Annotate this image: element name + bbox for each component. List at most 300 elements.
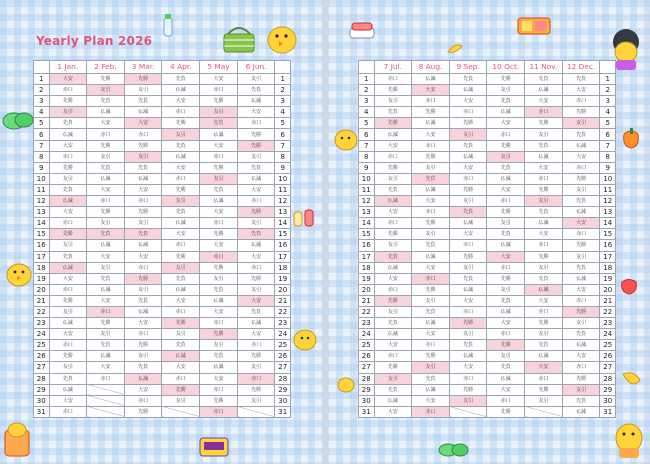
day-cell[interactable]: 先勝	[87, 318, 125, 329]
day-cell[interactable]	[449, 406, 487, 417]
day-cell[interactable]: 先勝	[237, 207, 275, 218]
day-cell[interactable]: 友引	[562, 184, 600, 195]
day-cell[interactable]: 先負	[412, 173, 450, 184]
day-cell[interactable]: 先負	[162, 207, 200, 218]
day-cell[interactable]: 先負	[124, 362, 162, 373]
day-cell[interactable]: 先負	[162, 273, 200, 284]
day-cell[interactable]: 友引	[237, 362, 275, 373]
day-cell[interactable]: 先勝	[374, 162, 412, 173]
day-cell[interactable]: 大安	[124, 384, 162, 395]
day-cell[interactable]: 仏滅	[374, 129, 412, 140]
day-cell[interactable]: 仏滅	[49, 196, 87, 207]
day-cell[interactable]: 先勝	[124, 273, 162, 284]
day-cell[interactable]: 先負	[200, 284, 238, 295]
day-cell[interactable]: 仏滅	[412, 118, 450, 129]
day-cell[interactable]	[87, 406, 125, 417]
day-cell[interactable]: 友引	[162, 329, 200, 340]
day-cell[interactable]: 先負	[124, 229, 162, 240]
day-cell[interactable]: 赤口	[49, 340, 87, 351]
day-cell[interactable]: 先負	[374, 251, 412, 262]
day-cell[interactable]: 仏滅	[237, 240, 275, 251]
day-cell[interactable]: 先勝	[525, 184, 563, 195]
day-cell[interactable]: 先負	[237, 229, 275, 240]
day-cell[interactable]: 仏滅	[487, 173, 525, 184]
day-cell[interactable]: 大安	[237, 329, 275, 340]
day-cell[interactable]: 大安	[525, 362, 563, 373]
day-cell[interactable]: 先負	[449, 207, 487, 218]
day-cell[interactable]: 友引	[562, 384, 600, 395]
day-cell[interactable]: 赤口	[49, 85, 87, 96]
day-cell[interactable]: 先勝	[562, 240, 600, 251]
day-cell[interactable]: 赤口	[49, 218, 87, 229]
day-cell[interactable]: 先勝	[562, 107, 600, 118]
day-cell[interactable]: 仏滅	[162, 218, 200, 229]
day-cell[interactable]: 先負	[487, 229, 525, 240]
day-cell[interactable]: 大安	[87, 251, 125, 262]
day-cell[interactable]: 大安	[412, 85, 450, 96]
day-cell[interactable]: 仏滅	[412, 251, 450, 262]
day-cell[interactable]: 先勝	[449, 184, 487, 195]
day-cell[interactable]: 仏滅	[487, 373, 525, 384]
day-cell[interactable]: 大安	[237, 184, 275, 195]
day-cell[interactable]: 友引	[487, 284, 525, 295]
day-cell[interactable]: 大安	[49, 273, 87, 284]
day-cell[interactable]: 大安	[487, 118, 525, 129]
day-cell[interactable]: 大安	[200, 74, 238, 85]
day-cell[interactable]: 先勝	[200, 395, 238, 406]
day-cell[interactable]: 仏滅	[449, 85, 487, 96]
day-cell[interactable]: 先勝	[49, 351, 87, 362]
day-cell[interactable]: 先負	[412, 306, 450, 317]
day-cell[interactable]: 大安	[562, 284, 600, 295]
day-cell[interactable]: 赤口	[87, 373, 125, 384]
day-cell[interactable]: 先勝	[449, 318, 487, 329]
day-cell[interactable]: 友引	[162, 129, 200, 140]
day-cell[interactable]: 大安	[487, 184, 525, 195]
day-cell[interactable]: 大安	[162, 96, 200, 107]
day-cell[interactable]: 先負	[449, 273, 487, 284]
day-cell[interactable]: 先負	[412, 373, 450, 384]
day-cell[interactable]: 友引	[162, 196, 200, 207]
day-cell[interactable]: 先勝	[374, 295, 412, 306]
day-cell[interactable]: 大安	[200, 140, 238, 151]
day-cell[interactable]: 友引	[87, 151, 125, 162]
day-cell[interactable]: 大安	[562, 218, 600, 229]
day-cell[interactable]: 友引	[525, 196, 563, 207]
day-cell[interactable]: 大安	[412, 196, 450, 207]
day-cell[interactable]: 仏滅	[124, 306, 162, 317]
day-cell[interactable]: 先勝	[200, 262, 238, 273]
day-cell[interactable]: 先負	[374, 384, 412, 395]
day-cell[interactable]: 赤口	[412, 96, 450, 107]
day-cell[interactable]	[87, 395, 125, 406]
day-cell[interactable]: 仏滅	[87, 173, 125, 184]
day-cell[interactable]: 赤口	[124, 395, 162, 406]
day-cell[interactable]: 友引	[412, 162, 450, 173]
day-cell[interactable]: 仏滅	[412, 384, 450, 395]
day-cell[interactable]: 先勝	[449, 384, 487, 395]
day-cell[interactable]: 先勝	[487, 74, 525, 85]
day-cell[interactable]: 赤口	[562, 229, 600, 240]
day-cell[interactable]: 仏滅	[200, 129, 238, 140]
day-cell[interactable]: 友引	[237, 284, 275, 295]
day-cell[interactable]: 友引	[449, 395, 487, 406]
day-cell[interactable]: 大安	[449, 362, 487, 373]
day-cell[interactable]: 先勝	[200, 162, 238, 173]
day-cell[interactable]: 先負	[49, 373, 87, 384]
day-cell[interactable]: 先勝	[525, 118, 563, 129]
day-cell[interactable]: 仏滅	[525, 85, 563, 96]
day-cell[interactable]: 仏滅	[87, 107, 125, 118]
day-cell[interactable]: 先負	[562, 129, 600, 140]
day-cell[interactable]: 先勝	[200, 96, 238, 107]
day-cell[interactable]: 赤口	[525, 173, 563, 184]
day-cell[interactable]	[237, 406, 275, 417]
day-cell[interactable]: 仏滅	[162, 284, 200, 295]
day-cell[interactable]	[87, 384, 125, 395]
day-cell[interactable]: 仏滅	[525, 218, 563, 229]
day-cell[interactable]: 先勝	[124, 406, 162, 417]
day-cell[interactable]: 先勝	[487, 273, 525, 284]
day-cell[interactable]: 赤口	[49, 284, 87, 295]
day-cell[interactable]: 大安	[412, 262, 450, 273]
day-cell[interactable]: 先勝	[525, 384, 563, 395]
day-cell[interactable]: 赤口	[374, 74, 412, 85]
day-cell[interactable]: 友引	[237, 151, 275, 162]
day-cell[interactable]: 赤口	[200, 151, 238, 162]
day-cell[interactable]: 先負	[124, 162, 162, 173]
day-cell[interactable]: 赤口	[487, 262, 525, 273]
day-cell[interactable]: 赤口	[562, 295, 600, 306]
day-cell[interactable]: 仏滅	[237, 318, 275, 329]
day-cell[interactable]: 友引	[87, 218, 125, 229]
day-cell[interactable]: 先負	[487, 295, 525, 306]
day-cell[interactable]: 大安	[162, 162, 200, 173]
day-cell[interactable]: 大安	[412, 395, 450, 406]
day-cell[interactable]: 先負	[87, 273, 125, 284]
day-cell[interactable]: 先負	[449, 140, 487, 151]
day-cell[interactable]: 赤口	[412, 406, 450, 417]
day-cell[interactable]: 仏滅	[87, 240, 125, 251]
day-cell[interactable]: 先勝	[562, 173, 600, 184]
day-cell[interactable]: 大安	[525, 96, 563, 107]
day-cell[interactable]: 友引	[525, 395, 563, 406]
day-cell[interactable]: 仏滅	[374, 395, 412, 406]
day-cell[interactable]: 友引	[412, 362, 450, 373]
day-cell[interactable]: 大安	[525, 229, 563, 240]
day-cell[interactable]: 先負	[200, 118, 238, 129]
day-cell[interactable]: 赤口	[562, 162, 600, 173]
day-cell[interactable]: 先負	[412, 240, 450, 251]
day-cell[interactable]: 先勝	[200, 329, 238, 340]
day-cell[interactable]: 先負	[200, 184, 238, 195]
day-cell[interactable]: 仏滅	[162, 151, 200, 162]
day-cell[interactable]: 友引	[525, 262, 563, 273]
day-cell[interactable]: 大安	[124, 184, 162, 195]
day-cell[interactable]: 赤口	[237, 340, 275, 351]
day-cell[interactable]: 友引	[449, 329, 487, 340]
day-cell[interactable]: 赤口	[525, 306, 563, 317]
day-cell[interactable]: 赤口	[487, 129, 525, 140]
day-cell[interactable]: 赤口	[237, 262, 275, 273]
day-cell[interactable]: 先勝	[374, 362, 412, 373]
day-cell[interactable]: 赤口	[87, 129, 125, 140]
day-cell[interactable]: 大安	[525, 162, 563, 173]
day-cell[interactable]: 大安	[374, 273, 412, 284]
day-cell[interactable]: 赤口	[412, 340, 450, 351]
day-cell[interactable]: 赤口	[374, 218, 412, 229]
day-cell[interactable]: 友引	[124, 218, 162, 229]
day-cell[interactable]: 先負	[374, 184, 412, 195]
day-cell[interactable]: 仏滅	[49, 129, 87, 140]
day-cell[interactable]: 大安	[374, 140, 412, 151]
day-cell[interactable]: 先負	[49, 184, 87, 195]
day-cell[interactable]: 大安	[237, 251, 275, 262]
day-cell[interactable]: 仏滅	[412, 184, 450, 195]
day-cell[interactable]: 先負	[449, 340, 487, 351]
day-cell[interactable]: 先負	[87, 340, 125, 351]
day-cell[interactable]: 仏滅	[124, 107, 162, 118]
day-cell[interactable]: 先勝	[237, 273, 275, 284]
day-cell[interactable]: 仏滅	[200, 295, 238, 306]
day-cell[interactable]: 友引	[200, 340, 238, 351]
day-cell[interactable]: 赤口	[200, 318, 238, 329]
day-cell[interactable]: 先勝	[412, 107, 450, 118]
day-cell[interactable]: 先負	[525, 74, 563, 85]
day-cell[interactable]: 先勝	[237, 129, 275, 140]
day-cell[interactable]: 先負	[525, 340, 563, 351]
day-cell[interactable]: 先負	[562, 395, 600, 406]
day-cell[interactable]: 仏滅	[374, 196, 412, 207]
day-cell[interactable]: 赤口	[374, 351, 412, 362]
day-cell[interactable]: 先勝	[237, 384, 275, 395]
day-cell[interactable]: 仏滅	[525, 284, 563, 295]
day-cell[interactable]: 赤口	[374, 151, 412, 162]
day-cell[interactable]: 大安	[412, 329, 450, 340]
day-cell[interactable]: 友引	[487, 151, 525, 162]
day-cell[interactable]: 先勝	[49, 162, 87, 173]
day-cell[interactable]: 赤口	[412, 140, 450, 151]
day-cell[interactable]: 先負	[49, 118, 87, 129]
day-cell[interactable]: 先勝	[49, 229, 87, 240]
day-cell[interactable]: 大安	[487, 251, 525, 262]
day-cell[interactable]: 先勝	[162, 384, 200, 395]
day-cell[interactable]: 先負	[87, 96, 125, 107]
day-cell[interactable]: 先負	[237, 162, 275, 173]
day-cell[interactable]: 仏滅	[124, 373, 162, 384]
day-cell[interactable]: 仏滅	[374, 329, 412, 340]
day-cell[interactable]: 先勝	[412, 351, 450, 362]
day-cell[interactable]: 先負	[162, 140, 200, 151]
day-cell[interactable]: 先負	[525, 273, 563, 284]
day-cell[interactable]: 友引	[237, 74, 275, 85]
day-cell[interactable]: 赤口	[87, 306, 125, 317]
day-cell[interactable]: 先負	[124, 295, 162, 306]
day-cell[interactable]: 友引	[412, 229, 450, 240]
day-cell[interactable]: 友引	[562, 118, 600, 129]
day-cell[interactable]: 先勝	[124, 340, 162, 351]
day-cell[interactable]: 友引	[237, 218, 275, 229]
day-cell[interactable]: 大安	[200, 240, 238, 251]
day-cell[interactable]: 友引	[124, 284, 162, 295]
day-cell[interactable]: 仏滅	[49, 262, 87, 273]
day-cell[interactable]: 先勝	[162, 184, 200, 195]
day-cell[interactable]: 友引	[124, 85, 162, 96]
day-cell[interactable]: 先勝	[562, 373, 600, 384]
day-cell[interactable]: 大安	[49, 395, 87, 406]
day-cell[interactable]: 大安	[487, 318, 525, 329]
day-cell[interactable]: 友引	[87, 329, 125, 340]
day-cell[interactable]: 大安	[124, 118, 162, 129]
day-cell[interactable]: 赤口	[374, 284, 412, 295]
day-cell[interactable]: 先勝	[562, 306, 600, 317]
day-cell[interactable]: 仏滅	[200, 362, 238, 373]
day-cell[interactable]: 先負	[237, 85, 275, 96]
day-cell[interactable]: 先負	[487, 162, 525, 173]
day-cell[interactable]: 友引	[374, 240, 412, 251]
day-cell[interactable]: 赤口	[487, 196, 525, 207]
day-cell[interactable]: 赤口	[237, 196, 275, 207]
day-cell[interactable]: 大安	[237, 295, 275, 306]
day-cell[interactable]: 赤口	[162, 240, 200, 251]
day-cell[interactable]: 仏滅	[412, 74, 450, 85]
day-cell[interactable]: 仏滅	[412, 318, 450, 329]
day-cell[interactable]: 大安	[562, 85, 600, 96]
day-cell[interactable]: 大安	[374, 406, 412, 417]
day-cell[interactable]: 仏滅	[87, 284, 125, 295]
day-cell[interactable]: 赤口	[124, 129, 162, 140]
day-cell[interactable]: 赤口	[200, 251, 238, 262]
day-cell[interactable]: 赤口	[525, 240, 563, 251]
day-cell[interactable]: 赤口	[449, 306, 487, 317]
day-cell[interactable]: 仏滅	[525, 351, 563, 362]
day-cell[interactable]: 友引	[487, 85, 525, 96]
day-cell[interactable]: 赤口	[200, 406, 238, 417]
day-cell[interactable]: 赤口	[237, 373, 275, 384]
day-cell[interactable]: 友引	[487, 351, 525, 362]
day-cell[interactable]: 仏滅	[449, 284, 487, 295]
day-cell[interactable]: 先勝	[124, 140, 162, 151]
day-cell[interactable]: 先勝	[49, 96, 87, 107]
day-cell[interactable]: 大安	[49, 74, 87, 85]
day-cell[interactable]: 仏滅	[487, 240, 525, 251]
day-cell[interactable]: 先負	[124, 96, 162, 107]
day-cell[interactable]: 仏滅	[487, 306, 525, 317]
day-cell[interactable]: 友引	[374, 173, 412, 184]
day-cell[interactable]	[162, 406, 200, 417]
day-cell[interactable]: 先勝	[87, 74, 125, 85]
day-cell[interactable]: 先勝	[87, 207, 125, 218]
day-cell[interactable]: 赤口	[449, 107, 487, 118]
day-cell[interactable]: 大安	[449, 96, 487, 107]
day-cell[interactable]: 先負	[87, 229, 125, 240]
day-cell[interactable]: 大安	[525, 295, 563, 306]
day-cell[interactable]: 友引	[449, 196, 487, 207]
day-cell[interactable]: 先負	[487, 362, 525, 373]
day-cell[interactable]: 先負	[487, 96, 525, 107]
day-cell[interactable]: 大安	[162, 229, 200, 240]
day-cell[interactable]: 友引	[374, 96, 412, 107]
day-cell[interactable]: 赤口	[562, 362, 600, 373]
day-cell[interactable]: 赤口	[162, 306, 200, 317]
day-cell[interactable]: 仏滅	[237, 173, 275, 184]
day-cell[interactable]: 赤口	[525, 373, 563, 384]
day-cell[interactable]: 友引	[412, 295, 450, 306]
day-cell[interactable]: 先勝	[487, 207, 525, 218]
day-cell[interactable]: 大安	[49, 329, 87, 340]
day-cell[interactable]: 先負	[200, 351, 238, 362]
day-cell[interactable]: 仏滅	[237, 96, 275, 107]
day-cell[interactable]	[525, 406, 563, 417]
day-cell[interactable]: 赤口	[449, 373, 487, 384]
day-cell[interactable]: 大安	[449, 162, 487, 173]
day-cell[interactable]: 友引	[525, 329, 563, 340]
day-cell[interactable]: 友引	[562, 251, 600, 262]
day-cell[interactable]: 先勝	[374, 85, 412, 96]
day-cell[interactable]: 赤口	[162, 373, 200, 384]
day-cell[interactable]: 仏滅	[562, 207, 600, 218]
day-cell[interactable]: 赤口	[124, 329, 162, 340]
day-cell[interactable]: 大安	[412, 129, 450, 140]
day-cell[interactable]: 先負	[562, 196, 600, 207]
day-cell[interactable]: 仏滅	[200, 196, 238, 207]
day-cell[interactable]: 仏滅	[562, 140, 600, 151]
day-cell[interactable]: 赤口	[49, 406, 87, 417]
day-cell[interactable]: 赤口	[487, 395, 525, 406]
day-cell[interactable]: 仏滅	[525, 151, 563, 162]
day-cell[interactable]: 仏滅	[562, 340, 600, 351]
day-cell[interactable]: 友引	[49, 107, 87, 118]
day-cell[interactable]: 先勝	[449, 118, 487, 129]
day-cell[interactable]: 赤口	[87, 196, 125, 207]
day-cell[interactable]: 先負	[525, 207, 563, 218]
day-cell[interactable]: 先勝	[487, 140, 525, 151]
day-cell[interactable]: 友引	[49, 306, 87, 317]
day-cell[interactable]: 先勝	[412, 284, 450, 295]
day-cell[interactable]: 赤口	[237, 118, 275, 129]
day-cell[interactable]: 先負	[162, 340, 200, 351]
day-cell[interactable]: 大安	[49, 207, 87, 218]
day-cell[interactable]: 赤口	[124, 262, 162, 273]
day-cell[interactable]: 仏滅	[49, 384, 87, 395]
day-cell[interactable]: 仏滅	[487, 107, 525, 118]
day-cell[interactable]: 先負	[562, 74, 600, 85]
day-cell[interactable]: 先負	[525, 140, 563, 151]
day-cell[interactable]: 大安	[124, 251, 162, 262]
day-cell[interactable]: 先勝	[525, 318, 563, 329]
day-cell[interactable]: 友引	[124, 151, 162, 162]
day-cell[interactable]: 大安	[562, 151, 600, 162]
day-cell[interactable]: 友引	[487, 218, 525, 229]
day-cell[interactable]: 大安	[449, 229, 487, 240]
day-cell[interactable]: 赤口	[49, 151, 87, 162]
day-cell[interactable]: 先負	[562, 262, 600, 273]
day-cell[interactable]: 友引	[374, 373, 412, 384]
day-cell[interactable]: 仏滅	[374, 262, 412, 273]
day-cell[interactable]: 赤口	[487, 329, 525, 340]
day-cell[interactable]: 赤口	[200, 85, 238, 96]
day-cell[interactable]: 友引	[237, 395, 275, 406]
day-cell[interactable]: 大安	[87, 118, 125, 129]
day-cell[interactable]: 先勝	[412, 218, 450, 229]
day-cell[interactable]: 友引	[49, 240, 87, 251]
day-cell[interactable]: 先負	[374, 107, 412, 118]
day-cell[interactable]: 友引	[525, 129, 563, 140]
day-cell[interactable]: 仏滅	[562, 273, 600, 284]
day-cell[interactable]: 先負	[87, 162, 125, 173]
day-cell[interactable]: 友引	[162, 395, 200, 406]
day-cell[interactable]: 友引	[124, 351, 162, 362]
